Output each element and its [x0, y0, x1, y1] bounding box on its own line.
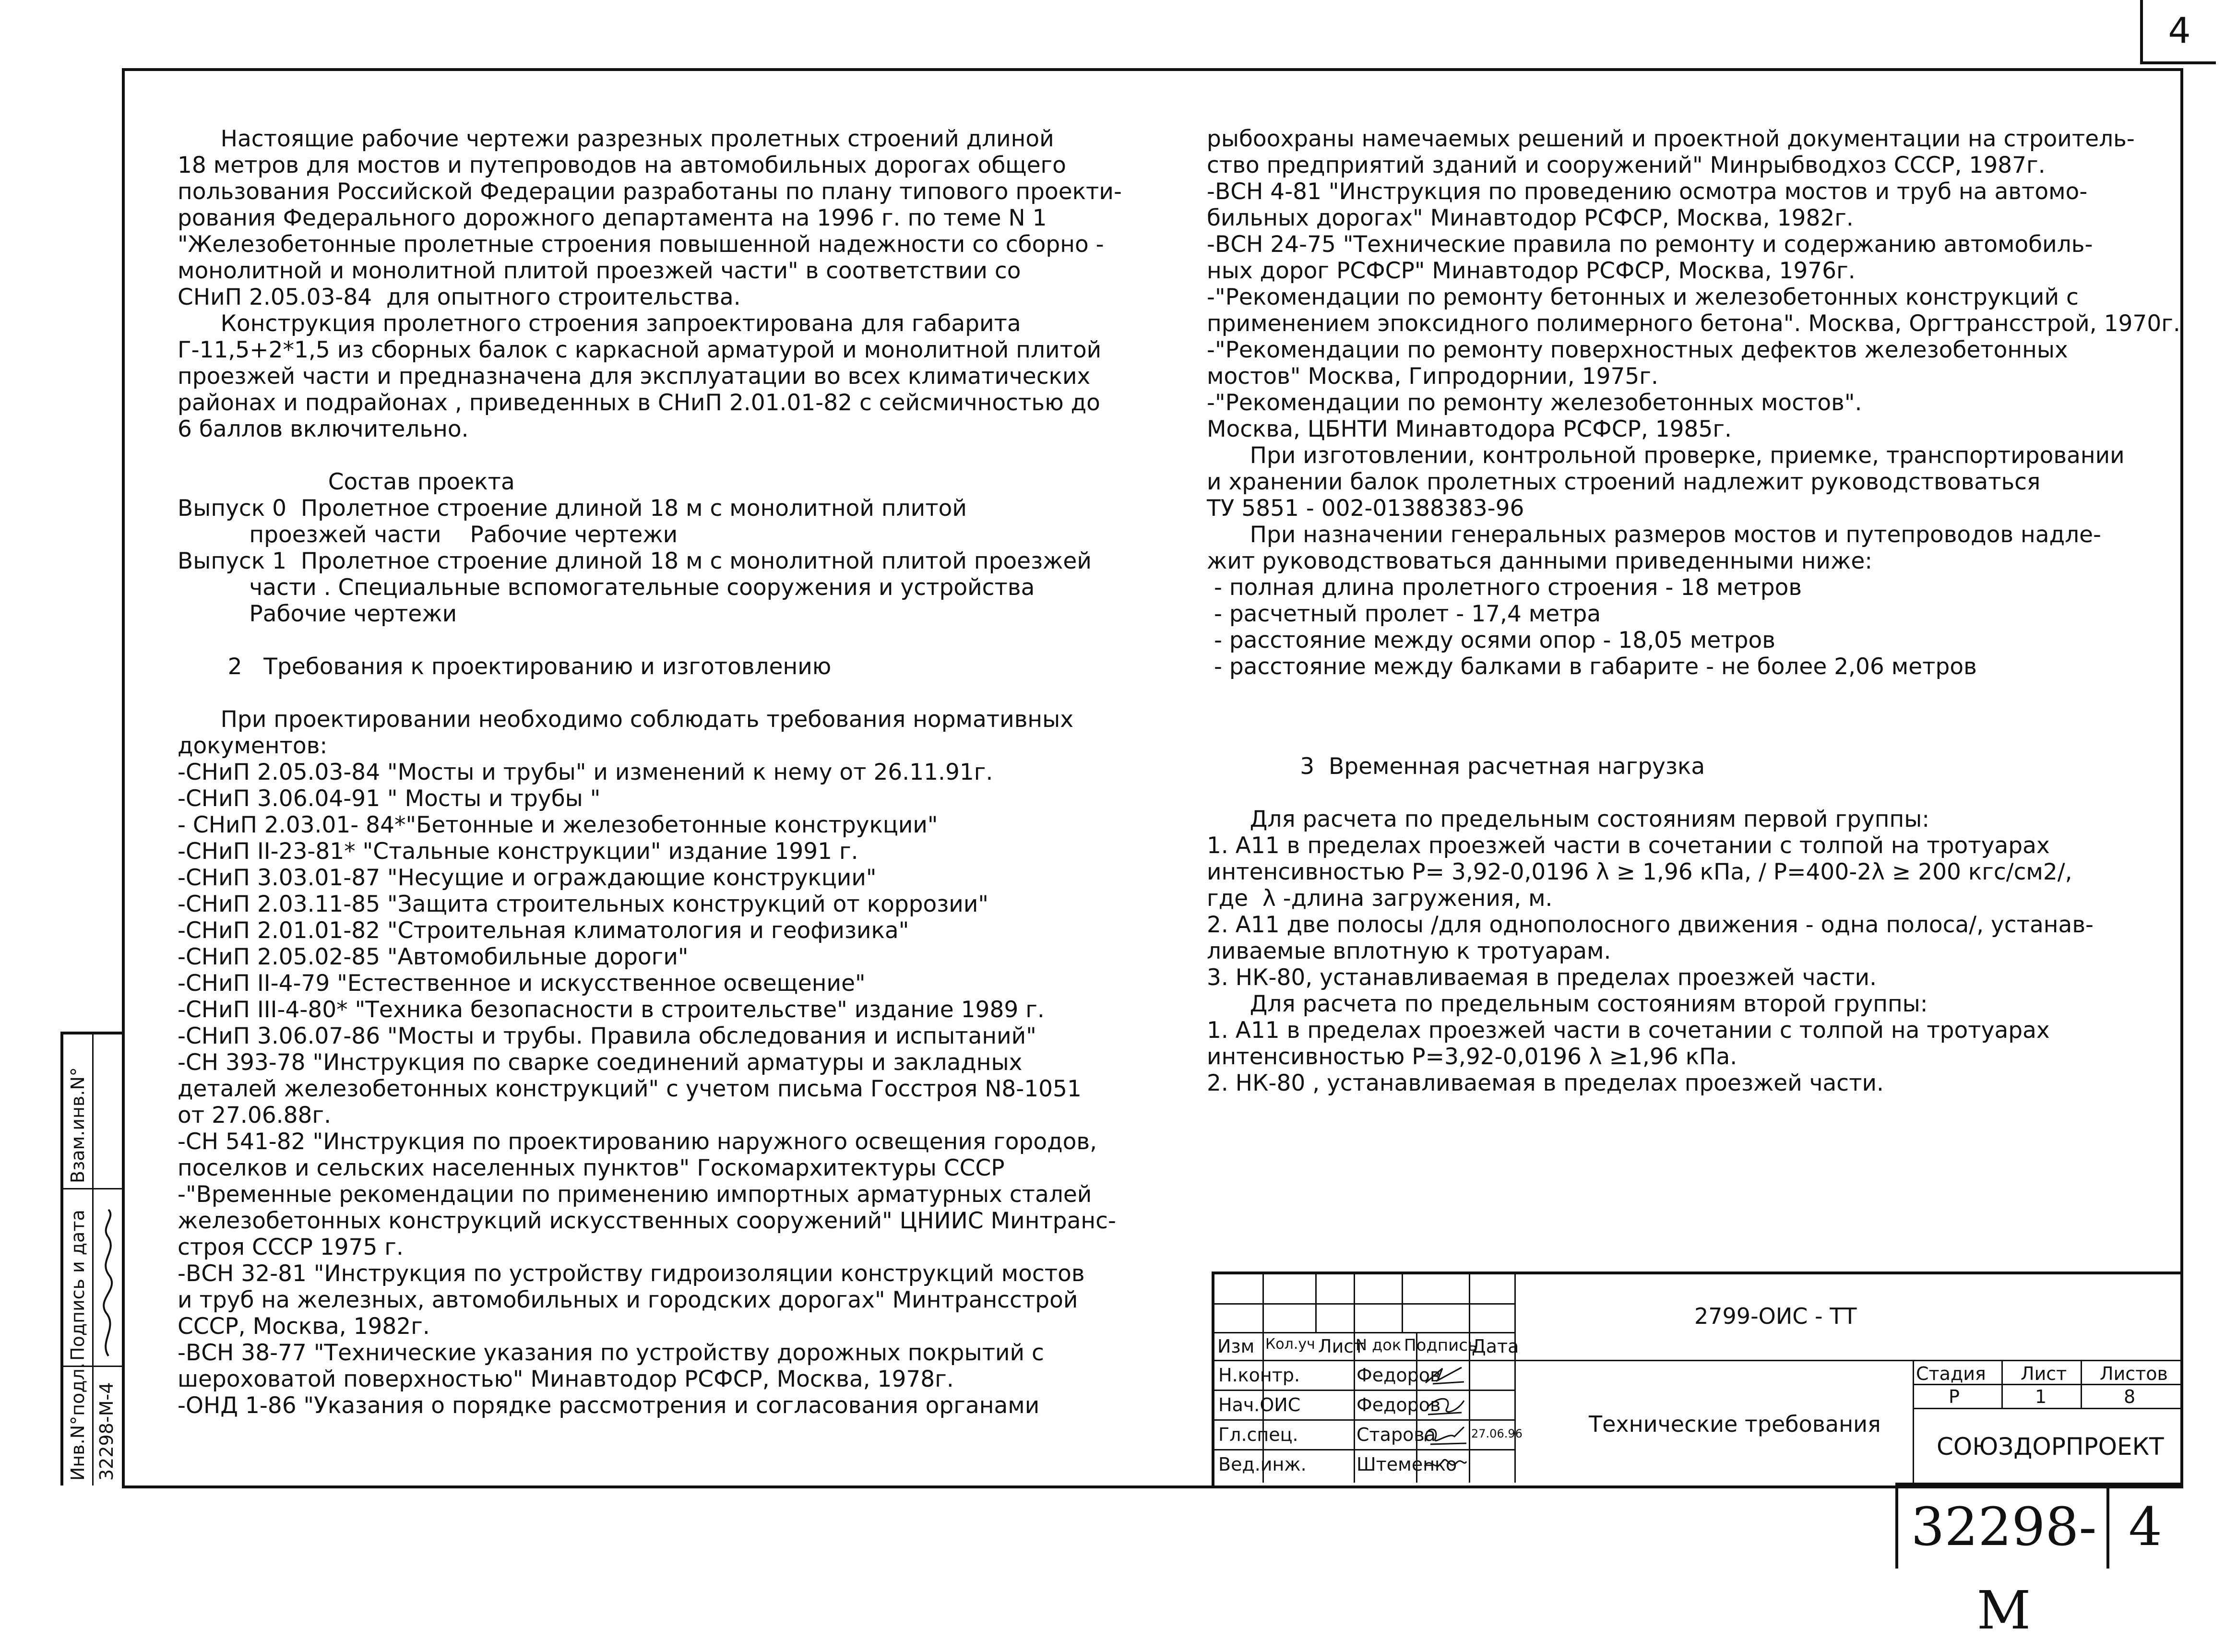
text-line: бильных дорогах" Минавтодор РСФСР, Москва, 1982г. — [1207, 205, 1854, 231]
text-line: -ОНД 1-86 "Указания о порядке рассмотрения и согласования органами — [178, 1392, 1040, 1419]
bottom-sheet-number: 4 — [2106, 1485, 2181, 1569]
text-line: рыбоохраны намечаемых решений и проектной документации на строитель- — [1207, 126, 2135, 152]
text-line: ливаемые вплотную к тротуарам. — [1207, 938, 1611, 964]
text-line: -СН 393-78 "Инструкция по сварке соединений арматуры и закладных — [178, 1049, 1023, 1076]
text-line: документов: — [178, 733, 328, 759]
text-line: монолитной и монолитной плитой проезжей части" в соответствии со — [178, 258, 1021, 284]
text-line: Состав проекта — [178, 469, 515, 495]
text-line: - расстояние между осями опор - 18,05 метров — [1207, 627, 1775, 654]
text-line: -СНиП 2.05.03-84 "Мосты и трубы" и изменений к нему от 26.11.91г. — [178, 759, 993, 785]
load-section — [1207, 753, 2166, 1096]
text-line: При изготовлении, контрольной проверке, приемке, транспортировании — [1207, 442, 2125, 469]
signature-2 — [1423, 1393, 1466, 1417]
text-line: - расстояние между балками в габарите - не более 2,06 метров — [1207, 654, 1977, 680]
text-line: и хранении балок пролетных строений надлежит руководствоваться — [1207, 469, 2041, 495]
role-vedinzh: Вед.инж. — [1218, 1454, 1307, 1475]
right-text-column — [1207, 126, 2180, 680]
text-line: -СНиП 3.03.01-87 "Несущие и ограждающие конструкции" — [178, 865, 877, 891]
text-line: "Железобетонные пролетные строения повышенной надежности со сборно - — [178, 231, 1104, 258]
stage-label: Стадия — [1916, 1363, 1986, 1384]
text-line: поселков и сельских населенных пунктов" Госкомархитектуры СССР — [178, 1155, 1005, 1181]
text-line: -СН 541-82 "Инструкция по проектированию наружного освещения городов, — [178, 1129, 1097, 1155]
text-line: рования Федерального дорожного департамента на 1996 г. по теме N 1 — [178, 205, 1047, 231]
text-line: Для расчета по предельным состояниям второй группы: — [1207, 991, 1928, 1017]
text-line: -"Рекомендации по ремонту бетонных и железобетонных конструкций с — [1207, 284, 2079, 310]
role-nkontr: Н.контр. — [1218, 1365, 1300, 1386]
text-line: При назначении генеральных размеров мостов и путепроводов надле- — [1207, 522, 2102, 548]
text-line: -ВСН 24-75 "Технические правила по ремонту и содержанию автомобиль- — [1207, 231, 2093, 258]
sheet-title: Технические требования — [1589, 1411, 1881, 1437]
text-line: -ВСН 4-81 "Инструкция по проведению осмотра мостов и труб на автомо- — [1207, 178, 2088, 205]
text-line: применением эпоксидного полимерного бетона". Москва, Оргтрансстрой, 1970г. — [1207, 310, 2180, 337]
hdr-izm: Изм — [1217, 1336, 1255, 1357]
handwritten-signature — [94, 1207, 123, 1361]
sheet-value: 1 — [2035, 1386, 2047, 1407]
signature-4 — [1421, 1452, 1469, 1478]
text-line: ных дорог РСФСР" Минавтодор РСФСР, Москва, 1976г. — [1207, 258, 1856, 284]
left-text-column — [178, 126, 1147, 1419]
hdr-ndok: N док — [1356, 1336, 1402, 1354]
text-line: железобетонных конструкций искусственных сооружений" ЦНИИС Минтранс- — [178, 1208, 1116, 1234]
text-line: -"Временные рекомендации по применению импортных арматурных сталей — [178, 1181, 1092, 1208]
text-line: -ВСН 38-77 "Технические указания по устройству дорожных покрытий с — [178, 1340, 1044, 1366]
inv-podl-label: Инв.N°подл. — [67, 1363, 88, 1481]
text-line: шероховатой поверхностью" Минавтодор РСФСР, Москва, 1978г. — [178, 1366, 954, 1392]
text-line: -СНиП 2.03.11-85 "Защита строительных конструкций от коррозии" — [178, 891, 989, 917]
text-line: -СНиП II-4-79 "Естественное и искусственное освещение" — [178, 970, 866, 997]
text-line: -СНиП II-23-81* "Стальные конструкции" издание 1991 г. — [178, 838, 858, 865]
text-line: где λ -длина загружения, м. — [1207, 885, 1553, 912]
name-nkontr: Федоров — [1356, 1365, 1441, 1386]
title-block — [1212, 1272, 2183, 1486]
text-line: ТУ 5851 - 002-01388383-96 — [1207, 495, 1524, 522]
podpis-label: Подпись и дата — [67, 1210, 88, 1361]
text-line: жит руководствоваться данными приведенными ниже: — [1207, 548, 1873, 574]
org-name: СОЮЗДОРПРОЕКТ — [1937, 1433, 2164, 1461]
text-line: Г-11,5+2*1,5 из сборных балок с каркасной арматурой и монолитной плитой — [178, 337, 1102, 363]
text-line: 1. А11 в пределах проезжей части в сочетании с толпой на тротуарах — [1207, 832, 2050, 859]
text-line: от 27.06.88г. — [178, 1102, 332, 1129]
sheet-label: Лист — [2021, 1363, 2067, 1384]
text-line: -ВСН 32-81 "Инструкция по устройству гидроизоляции конструкций мостов — [178, 1260, 1085, 1287]
text-line: ство предприятий зданий и сооружений" Минрыбводхоз СССР, 1987г. — [1207, 152, 2046, 178]
text-line: СССР, Москва, 1982г. — [178, 1313, 430, 1340]
text-line: При проектировании необходимо соблюдать требования нормативных — [178, 706, 1074, 733]
text-line: 3. НК-80, устанавливаемая в пределах проезжей части. — [1207, 964, 1877, 991]
side-stamp — [60, 1032, 125, 1486]
text-line: районах и подрайонах , приведенных в СНиП 2.01.01-82 с сейсмичностью до — [178, 390, 1100, 416]
text-line: 6 баллов включительно. — [178, 416, 469, 442]
role-nachois: Нач.ОИС — [1218, 1394, 1301, 1415]
role-glspec: Гл.спец. — [1218, 1424, 1298, 1445]
text-line: мостов" Москва, Гипродорнии, 1975г. — [1207, 363, 1658, 390]
text-line: -СНиП 2.05.02-85 "Автомобильные дороги" — [178, 944, 689, 970]
date-glspec: 27.06.96 — [1471, 1427, 1523, 1440]
text-line: -СНиП III-4-80* "Техника безопасности в строительстве" издание 1989 г. — [178, 997, 1045, 1023]
text-line: 2. А11 две полосы /для однополосного движения - одна полоса/, устанав- — [1207, 912, 2094, 938]
text-line: интенсивностью Р=3,92-0,0196 λ ≥1,96 кПа. — [1207, 1044, 1737, 1070]
text-line: - полная длина пролетного строения - 18 метров — [1207, 574, 1802, 601]
text-line: проезжей части Рабочие чертежи — [178, 522, 678, 548]
text-line: Настоящие рабочие чертежи разрезных пролетных строений длиной — [178, 126, 1054, 152]
text-line: Конструкция пролетного строения запроектирована для габарита — [178, 310, 1021, 337]
text-line: 1. А11 в пределах проезжей части в сочетании с толпой на тротуарах — [1207, 1017, 2050, 1044]
text-line: Рабочие чертежи — [178, 601, 457, 627]
text-line: -СНиП 3.06.04-91 " Мосты и трубы " — [178, 785, 601, 812]
text-line: СНиП 2.05.03-84 для опытного строительства. — [178, 284, 741, 310]
text-line: Выпуск 0 Пролетное строение длиной 18 м с монолитной плитой — [178, 495, 967, 522]
text-line: проезжей части и предназначена для эксплуатации во всех климатических — [178, 363, 1091, 390]
hdr-podpis: Подпись — [1404, 1336, 1477, 1355]
text-line: пользования Российской Федерации разработаны по плану типового проекти- — [178, 178, 1122, 205]
text-line: 2 Требования к проектированию и изготовлению — [178, 654, 832, 680]
sheets-value: 8 — [2124, 1386, 2136, 1407]
hdr-data: Дата — [1472, 1336, 1519, 1357]
hdr-koluch: Кол.уч — [1265, 1336, 1315, 1353]
name-vedinzh: Штеменко — [1356, 1454, 1457, 1475]
vzam-label: Взам.инв.N° — [67, 1067, 88, 1183]
text-line: -СНиП 3.06.07-86 "Мосты и трубы. Правила обследования и испытаний" — [178, 1023, 1036, 1049]
text-line: -"Рекомендации по ремонту поверхностных дефектов железобетонных — [1207, 337, 2068, 363]
text-line: части . Специальные вспомогательные сооружения и устройства — [178, 574, 1035, 601]
text-line — [1207, 780, 2166, 806]
text-line: - расчетный пролет - 17,4 метра — [1207, 601, 1601, 627]
text-line: строя СССР 1975 г. — [178, 1234, 404, 1260]
text-line — [178, 680, 1147, 706]
text-line: - СНиП 2.03.01- 84*"Бетонные и железобетонные конструкции" — [178, 812, 938, 838]
text-line: -"Рекомендации по ремонту железобетонных мостов". — [1207, 390, 1862, 416]
sheets-label: Листов — [2100, 1363, 2168, 1384]
name-glspec: Старова — [1356, 1424, 1436, 1445]
hdr-list: Лист — [1318, 1336, 1365, 1357]
inv-podl-value: 32298-М-4 — [96, 1382, 117, 1481]
signature-3 — [1421, 1422, 1469, 1448]
text-line — [178, 627, 1147, 654]
text-line — [178, 442, 1147, 469]
signature-1 — [1423, 1364, 1466, 1388]
bottom-doc-code: 32298-М — [1895, 1485, 2109, 1569]
text-line: интенсивностью Р= 3,92-0,0196 λ ≥ 1,96 кПа, / Р=400-2λ ≥ 200 кгс/см2/, — [1207, 859, 2072, 885]
text-line: Выпуск 1 Пролетное строение длиной 18 м с монолитной плитой проезжей — [178, 548, 1092, 574]
text-line: -СНиП 2.01.01-82 "Строительная климатология и геофизика" — [178, 917, 909, 944]
top-sheet-number: 4 — [2140, 0, 2216, 64]
text-line: 18 метров для мостов и путепроводов на автомобильных дорогах общего — [178, 152, 1066, 178]
text-line: 2. НК-80 , устанавливаемая в пределах проезжей части. — [1207, 1070, 1884, 1096]
text-line: Для расчета по предельным состояниям первой группы: — [1207, 806, 1930, 832]
text-line: 3 Временная расчетная нагрузка — [1207, 753, 1705, 780]
text-line: Москва, ЦБНТИ Минавтодора РСФСР, 1985г. — [1207, 416, 1732, 442]
doc-code: 2799-ОИС - ТТ — [1694, 1303, 1857, 1329]
name-nachois: Федоров — [1356, 1394, 1441, 1415]
text-line: и труб на железных, автомобильных и городских дорогах" Минтрансстрой — [178, 1287, 1078, 1313]
text-line: деталей железобетонных конструкций" с учетом письма Госстроя N8-1051 — [178, 1076, 1082, 1102]
stage-value: Р — [1949, 1386, 1960, 1407]
